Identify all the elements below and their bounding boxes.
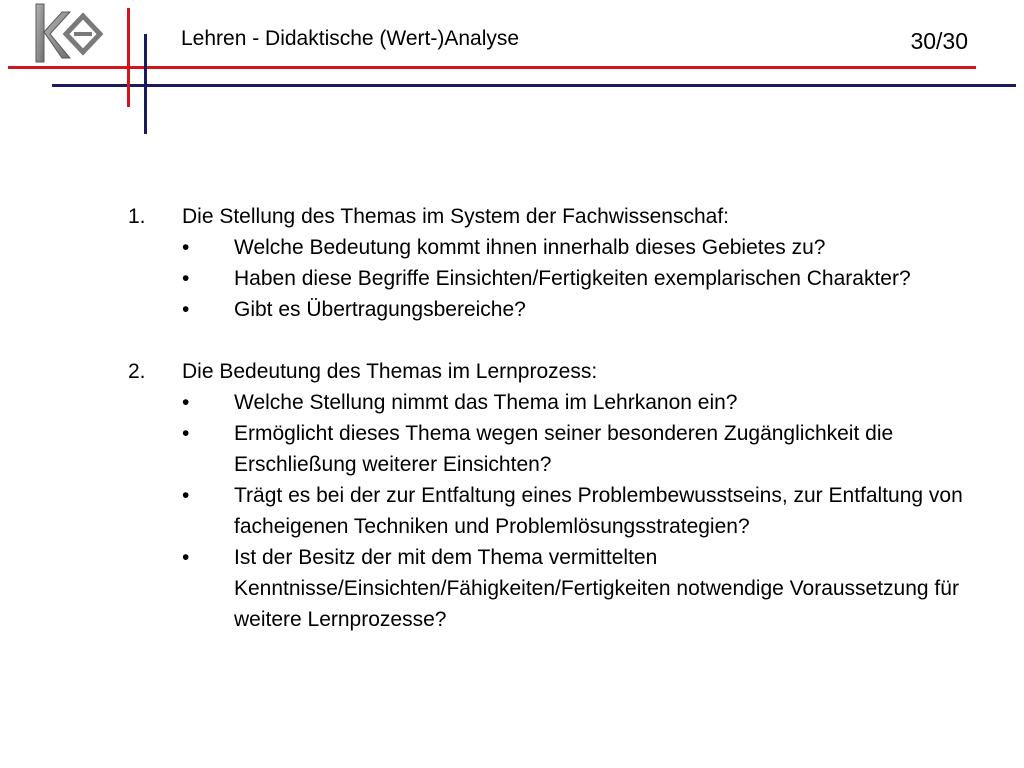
bullet-icon: •: [182, 236, 190, 259]
list-item-text: Ermöglicht dieses Thema wegen seiner besonderen Zugänglichkeit die Erschließung weiterer Einsichten?: [234, 422, 894, 476]
bullet-icon: •: [182, 484, 190, 507]
list-item-text: Welche Stellung nimmt das Thema im Lehrkanon ein?: [234, 391, 738, 414]
section-bedeutung: [128, 356, 978, 635]
section-heading-text: Die Stellung des Themas im System der Fachwissenschaf:: [182, 205, 730, 228]
section-stellung: [128, 201, 978, 325]
slide-number: 30/30: [910, 28, 968, 54]
list-item-text: Trägt es bei der zur Entfaltung eines Problembewusstseins, zur Entfaltung von facheigenen Techniken und Problemlösungsstrategien?: [234, 484, 963, 538]
list-item-text: Ist der Besitz der mit dem Thema vermittelten Kenntnisse/Einsichten/Fähigkeiten/Fertigkeiten notwendige Voraussetzung für weitere Lernprozesse?: [234, 546, 959, 631]
bullet-icon: •: [182, 391, 190, 414]
list-item: [128, 387, 978, 418]
bullet-icon: •: [182, 267, 190, 290]
bullet-icon: •: [182, 546, 190, 569]
list-item: [128, 480, 978, 542]
list-item-text: Haben diese Begriffe Einsichten/Fertigkeiten exemplarischen Charakter?: [234, 267, 911, 290]
list-item: [128, 263, 978, 294]
section-number: 2.: [128, 360, 146, 383]
list-item: [128, 418, 978, 480]
section-heading-text: Die Bedeutung des Themas im Lernprozess:: [182, 360, 598, 383]
section-heading: [128, 356, 978, 387]
red-vertical-line: [127, 8, 130, 107]
slide-content: [128, 201, 978, 635]
list-item-text: Gibt es Übertragungsbereiche?: [234, 298, 526, 321]
list-item-text: Welche Bedeutung kommt ihnen innerhalb dieses Gebietes zu?: [234, 236, 826, 259]
bullet-icon: •: [182, 298, 190, 321]
section-heading: [128, 201, 978, 232]
navy-vertical-line: [144, 34, 147, 134]
navy-horizontal-line: [52, 84, 1016, 87]
ke-logo-icon: [32, 2, 104, 64]
section-number: 1.: [128, 205, 146, 228]
bullet-icon: •: [182, 422, 190, 445]
list-item: [128, 542, 978, 635]
slide-title: Lehren - Didaktische (Wert-)Analyse: [181, 27, 520, 50]
list-item: [128, 294, 978, 325]
red-horizontal-line: [8, 66, 976, 69]
list-item: [128, 232, 978, 263]
